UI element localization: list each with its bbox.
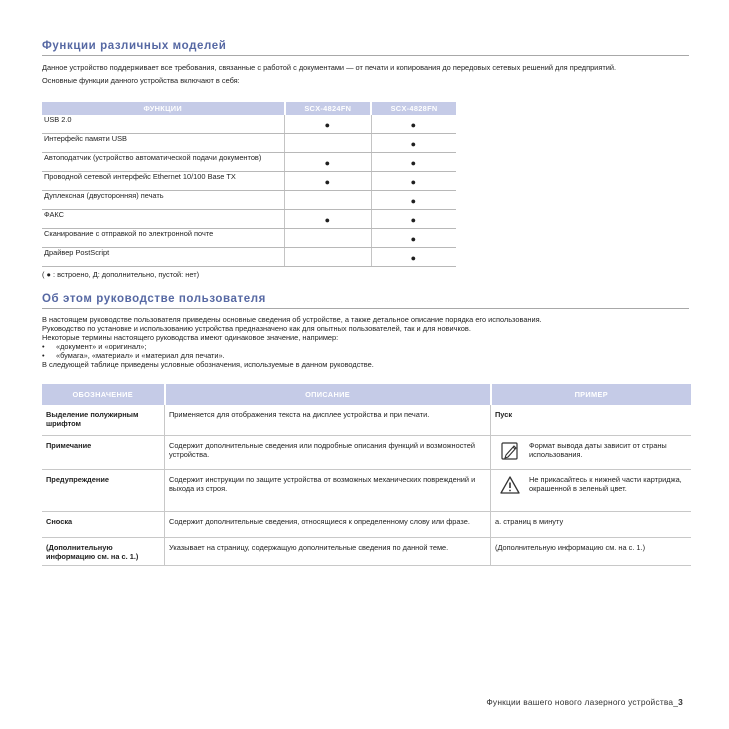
feature-mark: ● (285, 210, 372, 229)
bullet-text: «документ» и «оригинал»; (56, 341, 147, 351)
note-pencil-icon (499, 441, 521, 461)
feature-mark: ● (371, 229, 456, 248)
table-row (42, 210, 456, 229)
table-row (42, 191, 456, 210)
bullet-mark: • (42, 350, 45, 360)
convention-example: Не прикасайтесь к нижней части картриджа, окрашенной в зеленый цвет. (529, 474, 682, 493)
feature-mark: ● (285, 172, 372, 191)
feature-name: Автоподатчик (устройство автоматической подачи документов) (42, 153, 285, 172)
features-header-model-1: SCX-4824FN (285, 102, 372, 115)
guide-intro (42, 316, 689, 369)
guide-line-1: В настоящем руководстве пользователя приведены основные сведения об устройстве, а также детальное описание порядка его использования. (42, 315, 542, 324)
models-features-lead: Основные функции данного устройства включают в себя: (42, 76, 240, 85)
feature-mark (285, 248, 372, 267)
convention-example-cell (491, 435, 692, 469)
convention-name: Выделение полужирным шрифтом (42, 405, 165, 435)
conventions-header-symbol: ОБОЗНАЧЕНИЕ (42, 384, 165, 405)
feature-mark (285, 191, 372, 210)
table-row (42, 469, 691, 511)
convention-name: (Дополнительную информацию см. на с. 1.) (42, 537, 165, 565)
conventions-header-example: ПРИМЕР (491, 384, 692, 405)
table-row (42, 229, 456, 248)
guide-line-2: Руководство по установке и использованию устройства предназначено как для опытных пользователей, так и для новичков. (42, 323, 471, 333)
feature-mark: ● (371, 153, 456, 172)
convention-description: Содержит дополнительные сведения или подробные описания функций и возможностей устройства. (165, 435, 491, 469)
table-row (42, 153, 456, 172)
models-intro (42, 63, 687, 89)
convention-name: Предупреждение (42, 469, 165, 511)
convention-example: Пуск (491, 405, 692, 435)
guide-line-3: Некоторые термины настоящего руководства имеют одинаковое значение, например: (42, 332, 339, 342)
convention-example: (Дополнительную информацию см. на с. 1.) (491, 537, 692, 565)
feature-mark (285, 134, 372, 153)
feature-mark: ● (371, 115, 456, 134)
convention-description: Содержит инструкции по защите устройства от возможных механических повреждений и выхода из строя. (165, 469, 491, 511)
models-intro-paragraph: Данное устройство поддерживает все требования, связанные с работой с документами — от печати и копирования до передовых сетевых решений для предприятий. (42, 63, 617, 72)
table-row (42, 172, 456, 191)
guide-line-4: В следующей таблице приведены условные обозначения, используемые в данном руководстве. (42, 359, 374, 369)
convention-name: Сноска (42, 511, 165, 537)
feature-name: Дуплексная (двусторонняя) печать (42, 191, 285, 210)
table-row (42, 134, 456, 153)
feature-name: ФАКС (42, 210, 285, 229)
bullet-text: «бумага», «материал» и «материал для печати». (56, 350, 225, 360)
convention-example: a. страниц в минуту (491, 511, 692, 537)
section-title-guide: Об этом руководстве пользователя (42, 293, 689, 309)
convention-description: Содержит дополнительные сведения, относящиеся к определенному слову или фразе. (165, 511, 491, 537)
table-row (42, 115, 456, 134)
table-row (42, 511, 691, 537)
feature-name: USB 2.0 (42, 115, 285, 134)
convention-example: Формат вывода даты зависит от страны использования. (529, 440, 667, 459)
bullet-mark: • (42, 341, 45, 351)
feature-name: Сканирование с отправкой по электронной почте (42, 229, 285, 248)
page-footer (486, 697, 683, 707)
table-row (42, 405, 691, 435)
convention-description: Указывает на страницу, содержащую дополнительные сведения по данной теме. (165, 537, 491, 565)
features-table (42, 102, 456, 267)
page-number: 3 (678, 697, 683, 707)
feature-name: Драйвер PostScript (42, 248, 285, 267)
convention-example-cell (491, 469, 692, 511)
features-header-model-2: SCX-4828FN (371, 102, 456, 115)
features-table-header (42, 102, 456, 115)
convention-description: Применяется для отображения текста на дисплее устройства и при печати. (165, 405, 491, 435)
section-title-models: Функции различных моделей (42, 40, 689, 56)
conventions-table-header (42, 384, 691, 405)
features-legend: ( ● : встроено, Д: дополнительно, пустой: нет) (42, 270, 200, 279)
table-row (42, 248, 456, 267)
feature-name: Проводной сетевой интерфейс Ethernet 10/100 Base TX (42, 172, 285, 191)
convention-example-row (495, 475, 688, 495)
conventions-table (42, 384, 691, 566)
convention-example-row (495, 441, 688, 461)
feature-mark: ● (371, 248, 456, 267)
feature-mark (285, 229, 372, 248)
feature-name: Интерфейс памяти USB (42, 134, 285, 153)
feature-mark: ● (285, 153, 372, 172)
feature-mark: ● (371, 134, 456, 153)
feature-mark: ● (371, 210, 456, 229)
features-header-functions: ФУНКЦИИ (42, 102, 285, 115)
convention-name: Примечание (42, 435, 165, 469)
feature-mark: ● (371, 172, 456, 191)
feature-mark: ● (371, 191, 456, 210)
table-row (42, 537, 691, 565)
feature-mark: ● (285, 115, 372, 134)
table-row (42, 435, 691, 469)
warning-triangle-icon (499, 475, 521, 495)
footer-text: Функции вашего нового лазерного устройства_ (486, 697, 679, 707)
conventions-header-description: ОПИСАНИЕ (165, 384, 491, 405)
